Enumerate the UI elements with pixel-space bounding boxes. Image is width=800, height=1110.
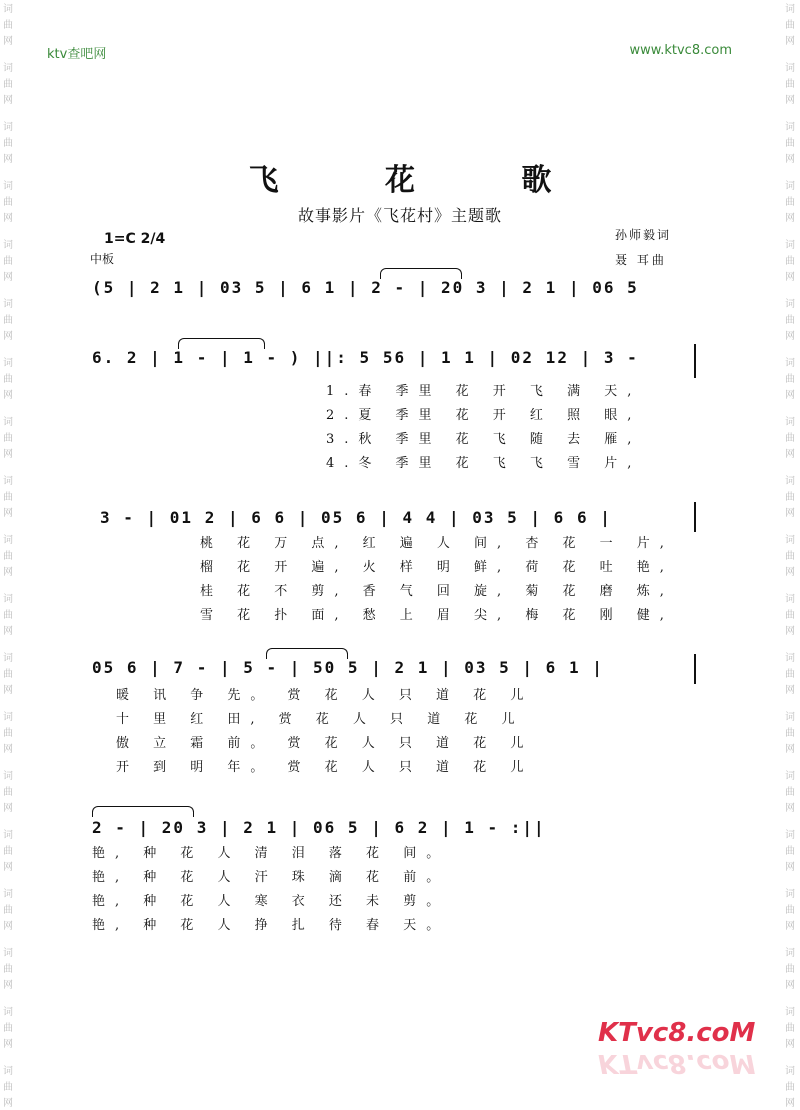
side-watermark-char: 网 (3, 921, 13, 932)
side-watermark-char: 词 (785, 240, 795, 251)
side-watermark-char: 词 (3, 299, 13, 310)
side-watermark-char: 词 (3, 653, 13, 664)
side-watermark-char: 曲 (785, 846, 795, 857)
notation-row: 2 - | 20 3 | 2 1 | 06 5 | 6 2 | 1 - :|| (92, 818, 546, 837)
side-watermark-char: 词 (3, 358, 13, 369)
side-watermark-char: 曲 (3, 374, 13, 385)
side-watermark-char: 网 (785, 272, 795, 283)
side-watermark-char: 曲 (785, 728, 795, 739)
side-watermark-char: 词 (785, 1066, 795, 1077)
site-link-right[interactable]: www.ktvc8.com (629, 43, 732, 58)
side-watermark-char: 曲 (785, 79, 795, 90)
side-watermark-char: 曲 (3, 846, 13, 857)
side-watermark-char: 曲 (3, 669, 13, 680)
side-watermark-char: 网 (785, 567, 795, 578)
side-watermark-char: 曲 (785, 315, 795, 326)
site-logo: KTvc8.coM (598, 1018, 756, 1048)
side-watermark-char: 网 (785, 95, 795, 106)
side-watermark-char: 网 (785, 685, 795, 696)
side-watermark-char: 曲 (785, 905, 795, 916)
side-watermark-char: 曲 (785, 787, 795, 798)
side-watermark-char: 词 (785, 948, 795, 959)
side-watermark-char: 网 (785, 980, 795, 991)
side-watermark-char: 词 (3, 122, 13, 133)
side-watermark-char: 网 (785, 154, 795, 165)
lyric-line: 傲 立 霜 前。 赏 花 人 只 道 花 儿 (116, 736, 534, 751)
side-watermark-char: 曲 (785, 1082, 795, 1093)
side-watermark-char: 网 (3, 1098, 13, 1109)
lyric-line: 艳, 种 花 人 寒 衣 还 未 剪。 (92, 894, 450, 909)
lyric-line: 1.春 季里 花 开 飞 满 天, (326, 384, 642, 399)
side-watermark-char: 网 (3, 390, 13, 401)
notation-row: 6. 2 | 1 - | 1 - ) ||: 5 56 | 1 1 | 02 12 | 3 - (92, 348, 639, 367)
tie-slur (266, 648, 348, 659)
lyric-line: 榴 花 开 遍, 火 样 明 鲜, 荷 花 吐 艳, (200, 560, 674, 575)
lyric-line: 雪 花 扑 面, 愁 上 眉 尖, 梅 花 刚 健, (200, 608, 674, 623)
lyric-line: 艳, 种 花 人 清 泪 落 花 间。 (92, 846, 450, 861)
side-watermark-char: 网 (3, 95, 13, 106)
side-watermark-char: 网 (3, 154, 13, 165)
side-watermark-char: 曲 (3, 610, 13, 621)
side-watermark-char: 网 (785, 1039, 795, 1050)
side-watermark-char: 词 (3, 417, 13, 428)
side-watermark-char: 网 (785, 508, 795, 519)
tie-slur (92, 806, 194, 817)
side-watermark-char: 网 (785, 390, 795, 401)
side-watermark-char: 词 (3, 830, 13, 841)
side-watermark-char: 词 (785, 830, 795, 841)
side-watermark-char: 词 (785, 712, 795, 723)
side-watermark-char: 网 (3, 626, 13, 637)
side-watermark-char: 曲 (3, 138, 13, 149)
side-watermark-char: 词 (785, 771, 795, 782)
side-watermark-char: 词 (3, 181, 13, 192)
side-watermark-char: 网 (785, 213, 795, 224)
side-watermark-char: 曲 (785, 1023, 795, 1034)
lyric-line: 3.秋 季里 花 飞 随 去 雁, (326, 432, 642, 447)
side-watermark-char: 曲 (3, 315, 13, 326)
site-logo-reflection: KTvc8.coM (598, 1048, 756, 1078)
side-watermark-char: 词 (3, 771, 13, 782)
side-watermark-char: 网 (3, 213, 13, 224)
side-watermark-char: 词 (3, 948, 13, 959)
side-watermark-char: 词 (785, 122, 795, 133)
lyricist-credit: 孙师毅词 (615, 228, 672, 242)
side-watermark-char: 网 (3, 567, 13, 578)
side-watermark-char: 网 (3, 508, 13, 519)
side-watermark-char: 曲 (3, 728, 13, 739)
side-watermark-char: 网 (3, 36, 13, 47)
side-watermark-char: 词 (3, 1066, 13, 1077)
lyric-line: 艳, 种 花 人 汗 珠 滴 花 前。 (92, 870, 450, 885)
side-watermark-char: 曲 (785, 551, 795, 562)
notation-row: 05 6 | 7 - | 5 - | 50 5 | 2 1 | 03 5 | 6 1 | (92, 658, 604, 677)
lyric-line: 暖 讯 争 先。 赏 花 人 只 道 花 儿 (116, 688, 534, 703)
tempo-marking: 中板 (90, 252, 115, 266)
side-watermark-char: 词 (3, 889, 13, 900)
side-watermark-char: 词 (785, 181, 795, 192)
side-watermark-char: 曲 (785, 20, 795, 31)
side-watermark-char: 词 (785, 476, 795, 487)
lyric-line: 桃 花 万 点, 红 遍 人 间, 杏 花 一 片, (200, 536, 674, 551)
side-watermark-char: 曲 (3, 433, 13, 444)
lyric-line: 艳, 种 花 人 挣 扎 待 春 天。 (92, 918, 450, 933)
side-watermark-char: 词 (785, 299, 795, 310)
side-watermark-char: 网 (3, 1039, 13, 1050)
key-signature: 1=C 2/4 (104, 231, 166, 247)
side-watermark-char: 词 (3, 1007, 13, 1018)
bar-line (694, 502, 696, 532)
lyric-line: 桂 花 不 剪, 香 气 回 旋, 菊 花 磨 炼, (200, 584, 674, 599)
side-watermark-char: 词 (3, 594, 13, 605)
side-watermark-char: 词 (3, 240, 13, 251)
side-watermark-char: 曲 (3, 1023, 13, 1034)
side-watermark-char: 词 (785, 594, 795, 605)
side-watermark-char: 词 (3, 476, 13, 487)
side-watermark-char: 词 (3, 63, 13, 74)
song-subtitle: 故事影片《飞花村》主题歌 (297, 206, 502, 225)
side-watermark-char: 词 (785, 1007, 795, 1018)
side-watermark-char: 网 (785, 36, 795, 47)
side-watermark-char: 网 (785, 626, 795, 637)
side-watermark-char: 词 (785, 889, 795, 900)
side-watermark-char: 词 (3, 4, 13, 15)
notation-row: 3 - | 01 2 | 6 6 | 05 6 | 4 4 | 03 5 | 6 6 | (100, 508, 612, 527)
tie-slur (380, 268, 462, 279)
side-watermark-char: 网 (3, 449, 13, 460)
side-watermark-char: 曲 (785, 256, 795, 267)
site-link-left[interactable]: ktv查吧网 (47, 47, 107, 62)
side-watermark-char: 网 (785, 862, 795, 873)
composer-credit: 聂 耳曲 (615, 253, 667, 267)
side-watermark-char: 曲 (785, 610, 795, 621)
side-watermark-char: 曲 (3, 492, 13, 503)
lyric-line: 开 到 明 年。 赏 花 人 只 道 花 儿 (116, 760, 534, 775)
side-watermark-char: 网 (3, 744, 13, 755)
side-watermark-char: 网 (3, 272, 13, 283)
side-watermark-char: 网 (3, 803, 13, 814)
side-watermark-char: 曲 (785, 138, 795, 149)
side-watermark-char: 词 (785, 358, 795, 369)
bar-line (694, 344, 696, 378)
side-watermark-char: 曲 (3, 551, 13, 562)
side-watermark-char: 曲 (785, 433, 795, 444)
side-watermark-char: 曲 (3, 20, 13, 31)
side-watermark-char: 网 (3, 331, 13, 342)
side-watermark-char: 词 (785, 63, 795, 74)
side-watermark-char: 网 (3, 685, 13, 696)
side-watermark-char: 网 (785, 1098, 795, 1109)
lyric-line: 4.冬 季里 花 飞 飞 雪 片, (326, 456, 642, 471)
side-watermark-char: 曲 (3, 197, 13, 208)
side-watermark-char: 曲 (3, 79, 13, 90)
side-watermark-char: 词 (785, 535, 795, 546)
notation-row: (5 | 2 1 | 03 5 | 6 1 | 2 - | 20 3 | 2 1 | 06 5 (92, 278, 639, 297)
side-watermark-char: 词 (785, 653, 795, 664)
side-watermark-char: 网 (3, 862, 13, 873)
side-watermark-char: 曲 (3, 256, 13, 267)
side-watermark-char: 词 (785, 4, 795, 15)
side-watermark-char: 曲 (785, 492, 795, 503)
bar-line (694, 654, 696, 684)
side-watermark-char: 曲 (3, 787, 13, 798)
side-watermark-char: 词 (3, 535, 13, 546)
lyric-line: 十 里 红 田, 赏 花 人 只 道 花 儿 (116, 712, 525, 727)
song-title: 飞 花 歌 (248, 163, 600, 198)
side-watermark-char: 曲 (785, 197, 795, 208)
side-watermark-char: 网 (785, 921, 795, 932)
side-watermark-char: 曲 (3, 1082, 13, 1093)
side-watermark-char: 网 (3, 980, 13, 991)
side-watermark-char: 网 (785, 803, 795, 814)
lyric-line: 2.夏 季里 花 开 红 照 眼, (326, 408, 642, 423)
side-watermark-char: 词 (785, 417, 795, 428)
tie-slur (178, 338, 265, 349)
side-watermark-char: 曲 (3, 905, 13, 916)
side-watermark-char: 曲 (785, 374, 795, 385)
side-watermark-char: 曲 (3, 964, 13, 975)
side-watermark-char: 网 (785, 744, 795, 755)
side-watermark-char: 曲 (785, 964, 795, 975)
side-watermark-char: 曲 (785, 669, 795, 680)
side-watermark-char: 词 (3, 712, 13, 723)
side-watermark-char: 网 (785, 331, 795, 342)
side-watermark-char: 网 (785, 449, 795, 460)
